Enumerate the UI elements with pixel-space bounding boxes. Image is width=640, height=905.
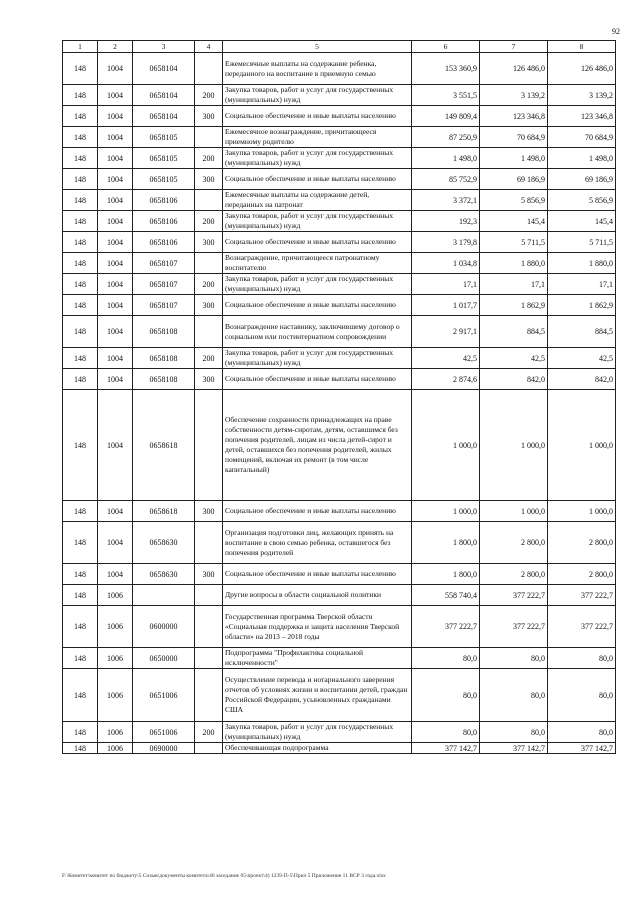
table-row <box>63 316 616 348</box>
col-header: 3 <box>133 41 195 53</box>
row-value-year2: 377 142,7 <box>480 743 548 754</box>
row-description: Социальное обеспечение и иные выплаты населению <box>223 295 412 316</box>
row-target-code: 0658106 <box>133 190 195 211</box>
col-header: 8 <box>548 41 616 53</box>
row-value-year2: 17,1 <box>480 274 548 295</box>
row-value-year1: 2 874,6 <box>412 369 480 390</box>
table-row <box>63 127 616 148</box>
row-section-code: 1004 <box>98 211 133 232</box>
row-value-year2: 1 000,0 <box>480 501 548 522</box>
row-value-year1: 87 250,9 <box>412 127 480 148</box>
row-target-code: 0658106 <box>133 232 195 253</box>
table-row <box>63 522 616 564</box>
col-header: 4 <box>195 41 223 53</box>
table-row <box>63 190 616 211</box>
table-row <box>63 211 616 232</box>
row-description: Закупка товаров, работ и услуг для государственных (муниципальных) нужд <box>223 348 412 369</box>
row-expense-type: 200 <box>195 348 223 369</box>
row-description: Ежемесячные выплаты на содержание детей, переданных на патронат <box>223 190 412 211</box>
table-row <box>63 501 616 522</box>
row-value-year1: 153 360,9 <box>412 53 480 85</box>
row-value-year3: 5 856,9 <box>548 190 616 211</box>
row-section-code: 1004 <box>98 564 133 585</box>
row-section-code: 1004 <box>98 169 133 190</box>
row-target-code: 0658107 <box>133 295 195 316</box>
row-value-year2: 80,0 <box>480 648 548 669</box>
row-section-code: 1004 <box>98 53 133 85</box>
page-number: 92 <box>612 27 620 36</box>
row-value-year1: 1 800,0 <box>412 522 480 564</box>
row-code-1: 148 <box>63 169 98 190</box>
row-target-code: 0658107 <box>133 253 195 274</box>
row-target-code: 0658108 <box>133 348 195 369</box>
row-code-1: 148 <box>63 585 98 606</box>
row-value-year2: 5 711,5 <box>480 232 548 253</box>
table-row <box>63 148 616 169</box>
table-row <box>63 606 616 648</box>
row-value-year1: 377 222,7 <box>412 606 480 648</box>
row-value-year1: 1 498,0 <box>412 148 480 169</box>
table-row <box>63 564 616 585</box>
row-code-1: 148 <box>63 295 98 316</box>
row-expense-type <box>195 190 223 211</box>
row-section-code: 1004 <box>98 106 133 127</box>
row-value-year1: 149 809,4 <box>412 106 480 127</box>
row-value-year2: 884,5 <box>480 316 548 348</box>
row-code-1: 148 <box>63 316 98 348</box>
row-value-year1: 1 800,0 <box>412 564 480 585</box>
row-value-year1: 3 179,8 <box>412 232 480 253</box>
row-expense-type <box>195 669 223 722</box>
row-section-code: 1006 <box>98 722 133 743</box>
row-target-code: 0658618 <box>133 501 195 522</box>
row-description: Государственная программа Тверской области «Социальная поддержка и защита населения Тверской области» на 2013 – 2018 годы <box>223 606 412 648</box>
row-expense-type: 200 <box>195 274 223 295</box>
row-expense-type <box>195 585 223 606</box>
row-value-year3: 80,0 <box>548 648 616 669</box>
row-value-year1: 377 142,7 <box>412 743 480 754</box>
col-header: 5 <box>223 41 412 53</box>
table-row <box>63 743 616 754</box>
row-value-year2: 80,0 <box>480 722 548 743</box>
row-value-year2: 842,0 <box>480 369 548 390</box>
row-description: Ежемесячное вознаграждение, причитающееся приемному родителю <box>223 127 412 148</box>
row-value-year3: 80,0 <box>548 669 616 722</box>
row-value-year1: 17,1 <box>412 274 480 295</box>
row-section-code: 1004 <box>98 85 133 106</box>
table-row <box>63 253 616 274</box>
row-section-code: 1004 <box>98 316 133 348</box>
col-header: 6 <box>412 41 480 53</box>
table-row <box>63 669 616 722</box>
row-value-year1: 192,3 <box>412 211 480 232</box>
row-section-code: 1004 <box>98 253 133 274</box>
row-code-1: 148 <box>63 390 98 501</box>
row-target-code: 0650000 <box>133 648 195 669</box>
row-description: Ежемесячные выплаты на содержание ребенка, переданного на воспитание в приемную семью <box>223 53 412 85</box>
row-section-code: 1004 <box>98 274 133 295</box>
row-value-year1: 42,5 <box>412 348 480 369</box>
row-value-year3: 126 486,0 <box>548 53 616 85</box>
row-value-year1: 80,0 <box>412 648 480 669</box>
row-code-1: 148 <box>63 148 98 169</box>
row-code-1: 148 <box>63 648 98 669</box>
row-expense-type <box>195 53 223 85</box>
row-code-1: 148 <box>63 369 98 390</box>
row-target-code: 0658618 <box>133 390 195 501</box>
table-row <box>63 648 616 669</box>
row-value-year2: 80,0 <box>480 669 548 722</box>
row-description: Обеспечение сохранности принадлежащих на праве собственности детям-сиротам, детям, оставшимся без попечения родителей, лицам из числа детей-сирот и детей, оставшихся без попечения родителей, жилых помещений, включая их ремонт (в том числе капитальный) <box>223 390 412 501</box>
row-value-year3: 123 346,8 <box>548 106 616 127</box>
row-expense-type <box>195 390 223 501</box>
row-code-1: 148 <box>63 722 98 743</box>
row-value-year1: 3 551,5 <box>412 85 480 106</box>
row-code-1: 148 <box>63 253 98 274</box>
row-value-year2: 2 800,0 <box>480 522 548 564</box>
row-description: Подпрограмма "Профилактика социальной исключенности" <box>223 648 412 669</box>
col-header: 7 <box>480 41 548 53</box>
row-description: Социальное обеспечение и иные выплаты населению <box>223 232 412 253</box>
row-value-year2: 1 498,0 <box>480 148 548 169</box>
table-row <box>63 85 616 106</box>
row-value-year2: 70 684,9 <box>480 127 548 148</box>
row-value-year2: 1 862,9 <box>480 295 548 316</box>
row-code-1: 148 <box>63 127 98 148</box>
row-expense-type: 200 <box>195 148 223 169</box>
row-description: Закупка товаров, работ и услуг для государственных (муниципальных) нужд <box>223 722 412 743</box>
row-value-year2: 123 346,8 <box>480 106 548 127</box>
row-expense-type: 300 <box>195 169 223 190</box>
row-value-year3: 1 000,0 <box>548 390 616 501</box>
row-value-year2: 2 800,0 <box>480 564 548 585</box>
row-expense-type: 300 <box>195 106 223 127</box>
row-expense-type <box>195 743 223 754</box>
row-target-code: 0651006 <box>133 722 195 743</box>
row-value-year3: 377 222,7 <box>548 606 616 648</box>
row-value-year2: 5 856,9 <box>480 190 548 211</box>
row-value-year3: 842,0 <box>548 369 616 390</box>
row-code-1: 148 <box>63 606 98 648</box>
row-target-code: 0658104 <box>133 53 195 85</box>
row-value-year3: 377 142,7 <box>548 743 616 754</box>
table-row <box>63 274 616 295</box>
row-section-code: 1004 <box>98 348 133 369</box>
table-row <box>63 106 616 127</box>
row-expense-type: 300 <box>195 501 223 522</box>
row-expense-type <box>195 316 223 348</box>
row-description: Закупка товаров, работ и услуг для государственных (муниципальных) нужд <box>223 211 412 232</box>
table-row <box>63 53 616 85</box>
row-expense-type: 200 <box>195 85 223 106</box>
row-value-year3: 145,4 <box>548 211 616 232</box>
row-description: Социальное обеспечение и иные выплаты населению <box>223 564 412 585</box>
row-target-code: 0658630 <box>133 522 195 564</box>
row-expense-type: 300 <box>195 295 223 316</box>
row-section-code: 1004 <box>98 295 133 316</box>
row-value-year2: 377 222,7 <box>480 606 548 648</box>
row-expense-type <box>195 606 223 648</box>
row-value-year3: 80,0 <box>548 722 616 743</box>
row-target-code: 0658630 <box>133 564 195 585</box>
row-expense-type: 300 <box>195 564 223 585</box>
row-value-year2: 42,5 <box>480 348 548 369</box>
table-row <box>63 585 616 606</box>
row-code-1: 148 <box>63 232 98 253</box>
file-path-footer: F:\Комитет\комитет по бюджету\5 Созыв\документы комитета\46 заседание 05\проект\4) 1239-П-5\Прил 5 Приложение 11 ВСР 3 года.xlsx <box>62 873 386 879</box>
row-value-year1: 85 752,9 <box>412 169 480 190</box>
table-row <box>63 390 616 501</box>
row-value-year3: 1 862,9 <box>548 295 616 316</box>
row-target-code: 0651006 <box>133 669 195 722</box>
row-code-1: 148 <box>63 522 98 564</box>
row-code-1: 148 <box>63 501 98 522</box>
row-code-1: 148 <box>63 211 98 232</box>
row-target-code: 0658107 <box>133 274 195 295</box>
row-description: Социальное обеспечение и иные выплаты населению <box>223 501 412 522</box>
row-value-year3: 1 000,0 <box>548 501 616 522</box>
row-expense-type <box>195 127 223 148</box>
row-value-year1: 1 034,8 <box>412 253 480 274</box>
row-value-year2: 1 880,0 <box>480 253 548 274</box>
row-value-year3: 2 800,0 <box>548 522 616 564</box>
row-description: Организация подготовки лиц, желающих принять на воспитание в свою семью ребенка, оставшегося без попечения родителей <box>223 522 412 564</box>
row-target-code: 0658104 <box>133 106 195 127</box>
row-value-year3: 3 139,2 <box>548 85 616 106</box>
row-expense-type: 200 <box>195 211 223 232</box>
row-value-year3: 1 880,0 <box>548 253 616 274</box>
row-value-year1: 2 917,1 <box>412 316 480 348</box>
row-value-year3: 5 711,5 <box>548 232 616 253</box>
table-row <box>63 348 616 369</box>
row-description: Вознаграждение наставнику, заключившему договор о социальном или постинтернатном сопровождении <box>223 316 412 348</box>
row-value-year3: 69 186,9 <box>548 169 616 190</box>
row-description: Закупка товаров, работ и услуг для государственных (муниципальных) нужд <box>223 148 412 169</box>
row-value-year3: 70 684,9 <box>548 127 616 148</box>
row-target-code: 0658104 <box>133 85 195 106</box>
table-row <box>63 232 616 253</box>
row-value-year2: 3 139,2 <box>480 85 548 106</box>
row-code-1: 148 <box>63 743 98 754</box>
row-expense-type <box>195 522 223 564</box>
table-row <box>63 295 616 316</box>
table-row <box>63 369 616 390</box>
row-value-year1: 80,0 <box>412 669 480 722</box>
row-description: Вознаграждение, причитающееся патронатному воспитателю <box>223 253 412 274</box>
row-section-code: 1004 <box>98 501 133 522</box>
row-value-year2: 69 186,9 <box>480 169 548 190</box>
row-section-code: 1006 <box>98 585 133 606</box>
row-target-code: 0600000 <box>133 606 195 648</box>
row-section-code: 1004 <box>98 390 133 501</box>
row-code-1: 148 <box>63 85 98 106</box>
row-description: Социальное обеспечение и иные выплаты населению <box>223 369 412 390</box>
row-value-year2: 126 486,0 <box>480 53 548 85</box>
row-expense-type: 300 <box>195 369 223 390</box>
row-target-code: 0690000 <box>133 743 195 754</box>
col-header: 2 <box>98 41 133 53</box>
row-value-year2: 145,4 <box>480 211 548 232</box>
row-description: Другие вопросы в области социальной политики <box>223 585 412 606</box>
row-code-1: 148 <box>63 106 98 127</box>
header-row <box>63 41 616 53</box>
row-expense-type <box>195 253 223 274</box>
row-value-year3: 17,1 <box>548 274 616 295</box>
row-code-1: 148 <box>63 669 98 722</box>
row-target-code: 0658108 <box>133 316 195 348</box>
row-code-1: 148 <box>63 564 98 585</box>
row-code-1: 148 <box>63 348 98 369</box>
row-value-year3: 377 222,7 <box>548 585 616 606</box>
row-section-code: 1006 <box>98 743 133 754</box>
row-value-year2: 1 000,0 <box>480 390 548 501</box>
row-target-code <box>133 585 195 606</box>
row-value-year1: 558 740,4 <box>412 585 480 606</box>
row-target-code: 0658106 <box>133 211 195 232</box>
row-value-year3: 42,5 <box>548 348 616 369</box>
table-row <box>63 722 616 743</box>
row-target-code: 0658105 <box>133 127 195 148</box>
row-expense-type: 200 <box>195 722 223 743</box>
budget-table <box>62 40 616 754</box>
row-value-year3: 1 498,0 <box>548 148 616 169</box>
row-target-code: 0658105 <box>133 148 195 169</box>
row-section-code: 1004 <box>98 522 133 564</box>
row-value-year1: 80,0 <box>412 722 480 743</box>
row-section-code: 1004 <box>98 369 133 390</box>
row-code-1: 148 <box>63 53 98 85</box>
row-code-1: 148 <box>63 274 98 295</box>
col-header: 1 <box>63 41 98 53</box>
row-description: Закупка товаров, работ и услуг для государственных (муниципальных) нужд <box>223 85 412 106</box>
row-section-code: 1006 <box>98 669 133 722</box>
row-expense-type <box>195 648 223 669</box>
row-value-year1: 1 000,0 <box>412 501 480 522</box>
row-value-year3: 2 800,0 <box>548 564 616 585</box>
row-value-year1: 3 372,1 <box>412 190 480 211</box>
row-description: Социальное обеспечение и иные выплаты населению <box>223 169 412 190</box>
row-value-year3: 884,5 <box>548 316 616 348</box>
row-expense-type: 300 <box>195 232 223 253</box>
row-description: Обеспечивающая подпрограмма <box>223 743 412 754</box>
row-value-year1: 1 000,0 <box>412 390 480 501</box>
row-value-year1: 1 017,7 <box>412 295 480 316</box>
row-target-code: 0658105 <box>133 169 195 190</box>
row-section-code: 1004 <box>98 148 133 169</box>
row-section-code: 1004 <box>98 232 133 253</box>
row-section-code: 1004 <box>98 190 133 211</box>
row-target-code: 0658108 <box>133 369 195 390</box>
row-code-1: 148 <box>63 190 98 211</box>
row-description: Осуществление перевода и нотариального заверения отчетов об условиях жизни и воспитании детей, граждан Российской Федерации, усыновленных гражданами США <box>223 669 412 722</box>
row-section-code: 1004 <box>98 127 133 148</box>
table-row <box>63 169 616 190</box>
row-value-year2: 377 222,7 <box>480 585 548 606</box>
row-description: Социальное обеспечение и иные выплаты населению <box>223 106 412 127</box>
row-section-code: 1006 <box>98 606 133 648</box>
row-description: Закупка товаров, работ и услуг для государственных (муниципальных) нужд <box>223 274 412 295</box>
row-section-code: 1006 <box>98 648 133 669</box>
